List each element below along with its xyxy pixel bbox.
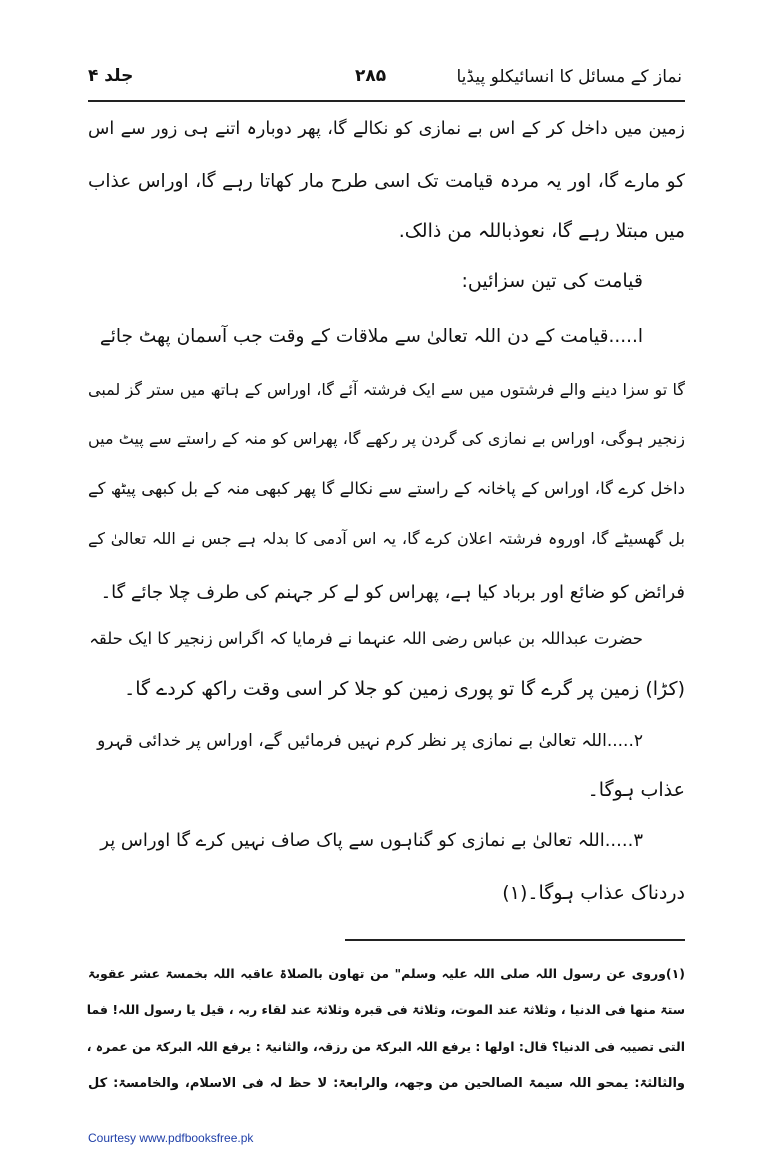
footnote-line: التی تصیبہ فی الدنیا؟ قال: اولھا : یرفع اللہ البرکۃ من رزقہ، والثانیۃ : یرفع اللہ البرکۃ من عمرہ ، bbox=[86, 1039, 685, 1054]
header-rule bbox=[88, 100, 685, 102]
body-line: داخل کرے گا، اوراس کے پاخانہ کے راستے سے نکالے گا پھر کبھی منہ کے بل کبھی پیٹھ کے bbox=[88, 479, 685, 498]
body-line: ۲.....اللہ تعالیٰ بے نمازی پر نظر کرم نہیں فرمائیں گے، اوراس پر خدائی قہرو bbox=[97, 731, 643, 751]
volume-label: جلد ۴ bbox=[88, 66, 134, 86]
body-line: بل گھسیٹے گا، اوروہ فرشتہ اعلان کرے گا، یہ اس آدمی کا بدلہ ہے جس نے اللہ تعالیٰ کے bbox=[88, 529, 685, 548]
body-line: زنجیر ہوگی، اوراس بے نمازی کی گردن پر رکھے گا، پھراس کو منہ کے راستے سے پیٹ میں bbox=[88, 429, 685, 448]
body-line: ۳.....اللہ تعالیٰ بے نمازی کو گناہوں سے پاک صاف نہیں کرے گا اوراس پر bbox=[100, 830, 643, 851]
courtesy-link[interactable]: Courtesy www.pdfbooksfree.pk bbox=[88, 1131, 254, 1145]
body-line: (کڑا) زمین پر گرے گا تو پوری زمین کو جلا کر اسی وقت راکھ کردے گا۔ bbox=[124, 678, 685, 700]
footnote-line: ستۃ منھا فی الدنیا ، وثلاثۃ عند الموت، وثلاثۃ فی قبرہ وثلاثۃ عند لقاء ربہ ، قیل یا رسول اللہ! فما bbox=[86, 1002, 685, 1017]
section-heading: قیامت کی تین سزائیں: bbox=[461, 270, 643, 292]
footnote-line: (۱)وروی عن رسول اللہ صلی اللہ علیہ وسلم" من تھاون بالصلاۃ عاقبہ اللہ بخمسۃ عشر عقوبۃ bbox=[88, 966, 685, 981]
body-line: زمین میں داخل کر کے اس بے نمازی کو نکالے گا، پھر دوبارہ اتنے ہی زور سے اس bbox=[88, 119, 685, 139]
body-line: دردناک عذاب ہوگا۔(۱) bbox=[502, 882, 685, 904]
body-line: کو مارے گا، اور یہ مردہ قیامت تک اسی طرح مار کھاتا رہے گا، اوراس عذاب bbox=[88, 171, 685, 192]
body-line: ا.....قیامت کے دن اللہ تعالیٰ سے ملاقات کے وقت جب آسمان پھٹ جائے bbox=[99, 326, 643, 347]
footnote-rule bbox=[345, 939, 685, 941]
body-line: فرائض کو ضائع اور برباد کیا ہے، پھراس کو لے کر جہنم کی طرف چلا جائے گا۔ bbox=[100, 582, 685, 603]
page-number: ۲۸۵ bbox=[355, 66, 387, 86]
body-line: میں مبتلا رہے گا، نعوذباللہ من ذالک. bbox=[398, 220, 685, 242]
body-line: حضرت عبداللہ بن عباس رضی اللہ عنہما نے فرمایا کہ اگراس زنجیر کا ایک حلقہ bbox=[89, 629, 643, 648]
body-line: عذاب ہوگا۔ bbox=[587, 779, 685, 801]
book-title: نماز کے مسائل کا انسائیکلو پیڈیا bbox=[456, 67, 682, 87]
body-line: گا تو سزا دینے والے فرشتوں میں سے ایک فرشتہ آئے گا، اوراس کے ہاتھ میں ستر گز لمبی bbox=[88, 380, 685, 399]
footnote-line: والثالثۃ: یمحو اللہ سیمۃ الصالحین من وجھہ، والرابعۃ: لا حظ لہ فی الاسلام، والخامسۃ: کل bbox=[88, 1076, 685, 1091]
